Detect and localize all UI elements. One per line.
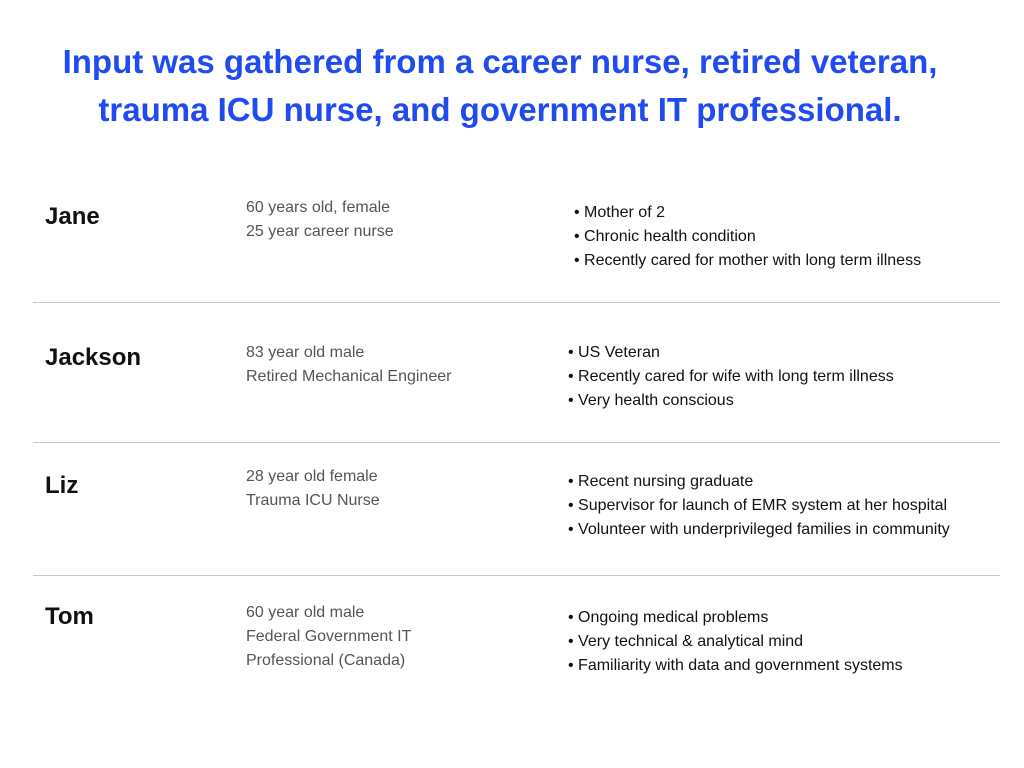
row-divider	[33, 302, 1000, 303]
person-name: Jackson	[45, 344, 142, 371]
bullet-item: • Very technical & analytical mind	[568, 630, 998, 654]
person-bullet-list	[568, 341, 998, 413]
bullet-item: • Recently cared for mother with long term illness	[574, 249, 1004, 273]
person-bullet-list	[574, 201, 1004, 273]
bullet-item: • Ongoing medical problems	[568, 606, 998, 630]
person-detail-line: 28 year old female	[246, 468, 378, 485]
bullet-item: • Supervisor for launch of EMR system at her hospital	[568, 494, 998, 518]
person-details	[246, 341, 546, 389]
bullet-item: • US Veteran	[568, 341, 998, 365]
person-details	[246, 196, 546, 244]
bullet-item: • Familiarity with data and government systems	[568, 654, 998, 678]
person-detail-line: 83 year old male	[246, 344, 365, 361]
person-details	[246, 465, 546, 513]
person-detail-line: 60 years old, female	[246, 199, 391, 216]
row-divider	[33, 442, 1000, 443]
row-divider	[33, 575, 1000, 576]
slide-title-line-2: trauma ICU nurse, and government IT professional.	[98, 91, 902, 128]
person-detail-line: 60 year old male	[246, 604, 365, 621]
person-detail-line: Professional (Canada)	[246, 652, 406, 669]
bullet-item: • Recently cared for wife with long term illness	[568, 365, 998, 389]
person-detail-line: Federal Government IT	[246, 628, 412, 645]
bullet-item: • Mother of 2	[574, 201, 1004, 225]
person-name: Jane	[45, 203, 100, 230]
person-bullet-list	[568, 470, 998, 542]
person-detail-line: 25 year career nurse	[246, 223, 394, 240]
person-detail-line: Trauma ICU Nurse	[246, 492, 380, 509]
slide-title-line-1: Input was gathered from a career nurse, retired veteran,	[62, 43, 938, 80]
bullet-item: • Very health conscious	[568, 389, 998, 413]
person-name: Tom	[45, 603, 94, 630]
bullet-item: • Volunteer with underprivileged families in community	[568, 518, 998, 542]
bullet-item: • Chronic health condition	[574, 225, 1004, 249]
person-name: Liz	[45, 472, 79, 499]
person-detail-line: Retired Mechanical Engineer	[246, 368, 452, 385]
person-details	[246, 601, 546, 673]
person-bullet-list	[568, 606, 998, 678]
slide-title	[0, 38, 1000, 134]
bullet-item: • Recent nursing graduate	[568, 470, 998, 494]
